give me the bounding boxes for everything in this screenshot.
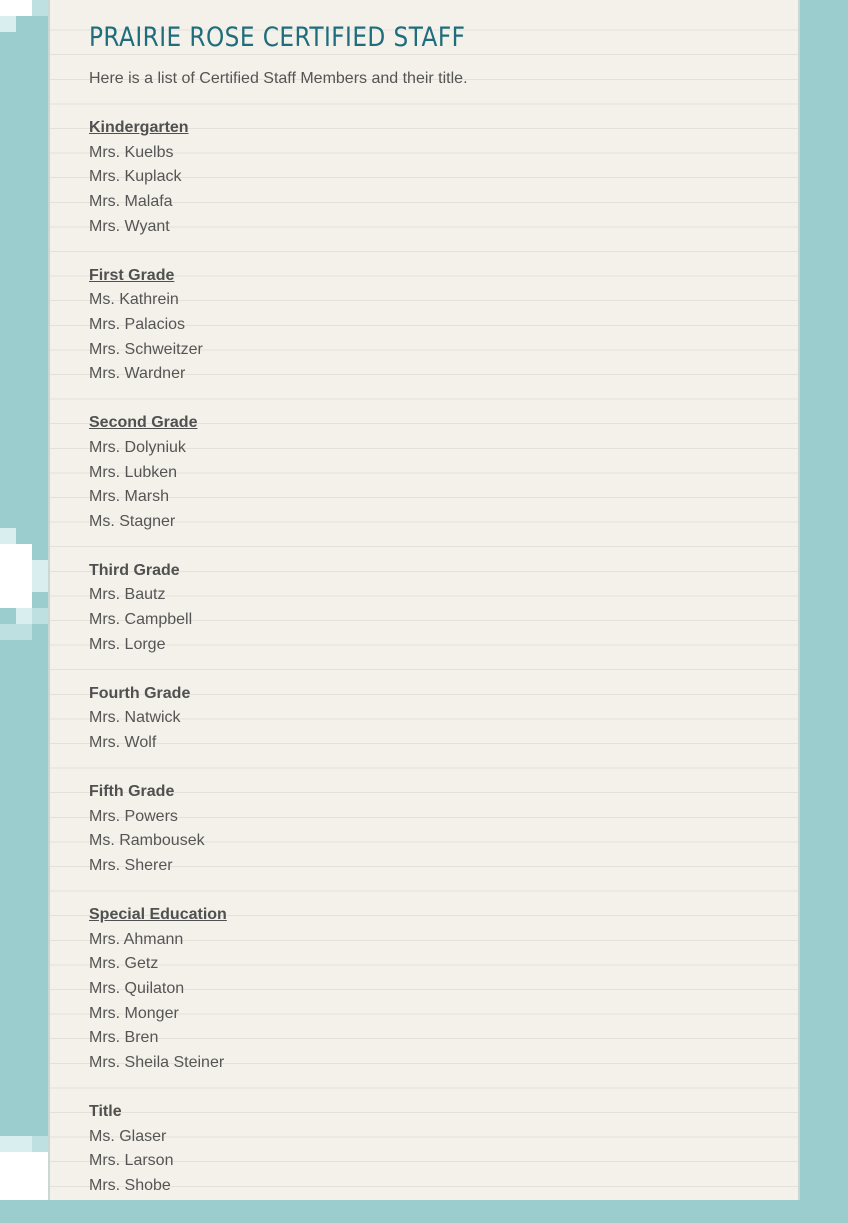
staff-group (89, 1100, 778, 1198)
pixel-decoration (16, 608, 32, 624)
pixel-decoration (0, 544, 32, 608)
staff-member: Ms. Stagner (89, 512, 176, 530)
staff-groups (89, 116, 778, 1198)
staff-content (89, 18, 778, 1223)
pixel-decoration (32, 1136, 48, 1152)
page-title: PRAIRIE ROSE CERTIFIED STAFF (89, 22, 466, 53)
staff-member: Mrs. Kuplack (89, 168, 182, 186)
staff-member: Mrs. Campbell (89, 611, 193, 629)
pixel-decoration (0, 528, 16, 544)
staff-member: Mrs. Marsh (89, 488, 169, 506)
staff-member: Ms. Rambousek (89, 832, 205, 850)
pixel-decoration (0, 0, 32, 16)
pixel-decoration (0, 624, 32, 640)
staff-member: Mrs. Shobe (89, 1176, 171, 1194)
staff-member: Mrs. Kuelbs (89, 143, 174, 161)
group-heading: Title (89, 1102, 122, 1120)
staff-member: Mrs. Palacios (89, 315, 186, 333)
staff-member: Mrs. Sherer (89, 857, 173, 874)
pixel-decoration (0, 1136, 32, 1152)
staff-member: Mrs. Wardner (89, 365, 186, 383)
staff-member: Mrs. Bren (89, 1029, 159, 1047)
staff-list (89, 706, 778, 755)
group-heading: Fifth Grade (89, 783, 175, 801)
staff-member: Mrs. Getz (89, 955, 159, 973)
staff-member: Mrs. Quilaton (89, 979, 185, 997)
staff-member: Mrs. Malafa (89, 192, 173, 210)
staff-list (89, 928, 778, 1076)
staff-group (89, 559, 778, 657)
staff-list (89, 1125, 778, 1199)
staff-member: Mrs. Wolf (89, 734, 157, 752)
staff-list (89, 288, 778, 386)
pixel-decoration (32, 560, 48, 592)
staff-member: Mrs. Dolyniuk (89, 438, 186, 456)
staff-member: Ms. Glaser (89, 1127, 167, 1145)
staff-list (89, 583, 778, 657)
pixel-decoration (32, 608, 48, 624)
staff-member: Mrs. Schweitzer (89, 340, 203, 358)
group-heading: Second Grade (89, 414, 198, 432)
staff-member: Mrs. Wyant (89, 217, 170, 235)
staff-member: Mrs. Monger (89, 1004, 179, 1022)
staff-group (89, 264, 778, 387)
staff-group (89, 116, 778, 239)
lined-paper-panel (48, 0, 800, 1200)
staff-member: Mrs. Powers (89, 807, 178, 825)
pixel-decoration (32, 0, 48, 16)
intro-text: Here is a list of Certified Staff Members and their title. (89, 70, 468, 87)
staff-member: Mrs. Ahmann (89, 930, 184, 948)
pixel-decoration (0, 16, 16, 32)
staff-group (89, 903, 778, 1075)
staff-group (89, 682, 778, 756)
staff-list (89, 805, 778, 879)
group-heading: Kindergarten (89, 119, 189, 137)
pixel-decoration (0, 1152, 48, 1200)
staff-member: Mrs. Sheila Steiner (89, 1053, 225, 1071)
group-heading: Fourth Grade (89, 684, 191, 702)
staff-member: Mrs. Lorge (89, 635, 166, 653)
staff-member: Ms. Kathrein (89, 291, 179, 309)
staff-group (89, 411, 778, 534)
staff-group (89, 780, 778, 878)
staff-list (89, 141, 778, 239)
staff-list (89, 436, 778, 534)
staff-member: Mrs. Natwick (89, 709, 181, 727)
group-heading: First Grade (89, 266, 175, 284)
staff-member: Mrs. Larson (89, 1152, 174, 1170)
group-heading: Special Education (89, 906, 227, 924)
staff-member: Mrs. Lubken (89, 463, 178, 481)
staff-member: Mrs. Bautz (89, 586, 166, 604)
group-heading: Third Grade (89, 561, 180, 579)
